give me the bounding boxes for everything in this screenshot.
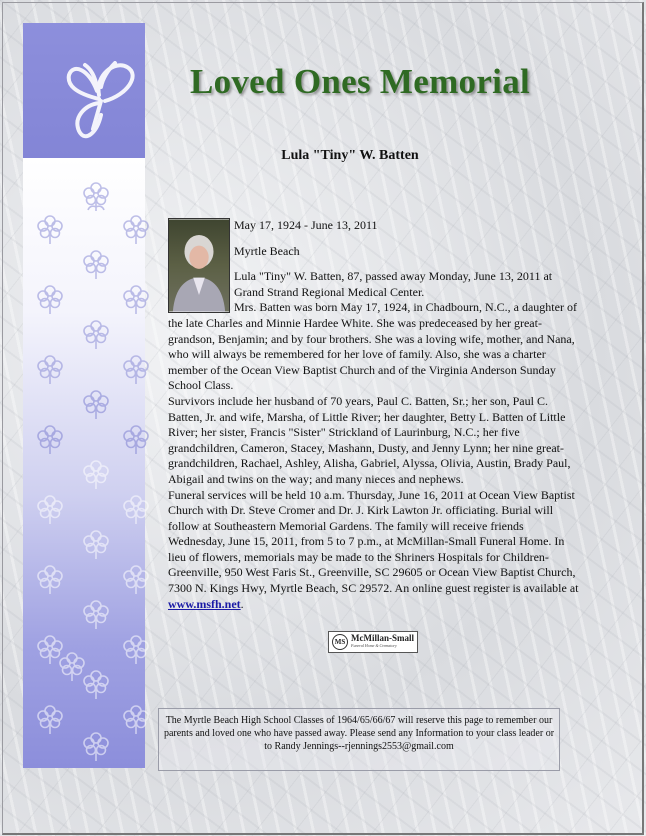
obituary-paragraph: Funeral services will be held 10 a.m. Thursday, June 16, 2011 at Ocean View Baptist Church with Dr. Steve Cromer and Dr. J. Kirk Lawton Jr. officiating. Burial will follow at Southeastern Memorial Gardens. The family will receive friends Wednesday, June 15, 2011, from 5 to 7 p.m., at McMillan-Small Funeral Home. In lieu of flowers, memorials may be made to the Shriners Hospitals for Children-Greenville, 950 West Faris St., Greenville, SC 29605 or Ocean View Baptist Church, 7300 N. Kings Hwy, Myrtle Beach, SC 29572. An online guest register is available at: [168, 487, 579, 596]
butterfly-icon: [55, 55, 145, 150]
flower-icon: [120, 703, 152, 735]
portrait-photo: [168, 218, 230, 313]
obituary-paragraph: Mrs. Batten was born May 17, 1924, in Chadbourn, N.C., a daughter of the late Charles and Minnie Hardee White. She was predeceased by her great-grandson, Benjamin; and by four brothers. She was a loving wife, mother, and Nana, who will always be remembered for her love of family. Also, she was a charter member of the Ocean View Baptist Church and of the Virginia Anderson Sunday School Class.: [168, 300, 577, 393]
flower-icon: [80, 668, 112, 700]
flower-icon: [80, 730, 112, 762]
obituary-paragraph: Survivors include her husband of 70 years, Paul C. Batten, Sr.; her son, Paul C. Batten, Jr. and wife, Marsha, of Little River; her daughter, Betty L. Batten of Little River; her sister, Francis "Sister" Strickland of Laurinburg, N.C.; her five grandchildren, Cameron, Stacey, Mashann, Dusty, and Jenny Lynn; her nine great-grandchildren, Rachael, Ashley, Alisha, Gabriel, Alyssa, Olivia, Austin, Brady Paul, Abigail and twins on the way; and many nieces and nephews.: [168, 393, 571, 486]
funeral-home-logo-text: [351, 634, 414, 650]
flower-icon: [80, 458, 112, 490]
flower-icon: [120, 283, 152, 315]
flower-icon: [120, 213, 152, 245]
flower-icon: [80, 598, 112, 630]
flower-icon: [34, 563, 66, 595]
flower-icon: [80, 180, 112, 212]
funeral-home-subtitle: Funeral Home & Crematory: [351, 643, 397, 648]
flower-icon: [80, 318, 112, 350]
obituary-location: Myrtle Beach: [234, 243, 300, 258]
funeral-home-logo[interactable]: [328, 631, 418, 653]
flower-icon: [34, 283, 66, 315]
flower-icon: [120, 493, 152, 525]
flower-icon: [120, 633, 152, 665]
flower-icon: [80, 528, 112, 560]
flower-icon: [34, 353, 66, 385]
page-title: Loved Ones Memorial: [189, 62, 531, 101]
flower-icon: [34, 703, 66, 735]
flower-icon: [80, 248, 112, 280]
link-suffix: .: [240, 596, 244, 611]
funeral-home-logo-mark: MS: [332, 634, 348, 650]
flower-icon: [120, 563, 152, 595]
flower-icon: [34, 493, 66, 525]
flower-icon: [34, 423, 66, 455]
funeral-home-name: McMillan-Small: [351, 633, 414, 643]
obituary-article: [168, 218, 580, 612]
footer-notice: The Myrtle Beach High School Classes of 1964/65/66/67 will reserve this page to remember our parents and loved one who have passed away. Please send any Information to your class leader or to Randy Jennings--rjennings2553@gmail.com: [163, 715, 555, 752]
deceased-name: Lula "Tiny" W. Batten: [281, 148, 419, 163]
flower-icon: [120, 353, 152, 385]
obituary-paragraph-final: [168, 488, 580, 613]
guest-register-link[interactable]: www.msfh.net: [168, 596, 241, 611]
flower-icon: [120, 423, 152, 455]
flower-icon: [34, 213, 66, 245]
obituary-dates: May 17, 1924 - June 13, 2011: [234, 218, 378, 232]
obituary-paragraph: Lula "Tiny" W. Batten, 87, passed away Monday, June 13, 2011 at Grand Strand Regional Medical Center.: [234, 269, 553, 299]
flower-icon: [80, 388, 112, 420]
